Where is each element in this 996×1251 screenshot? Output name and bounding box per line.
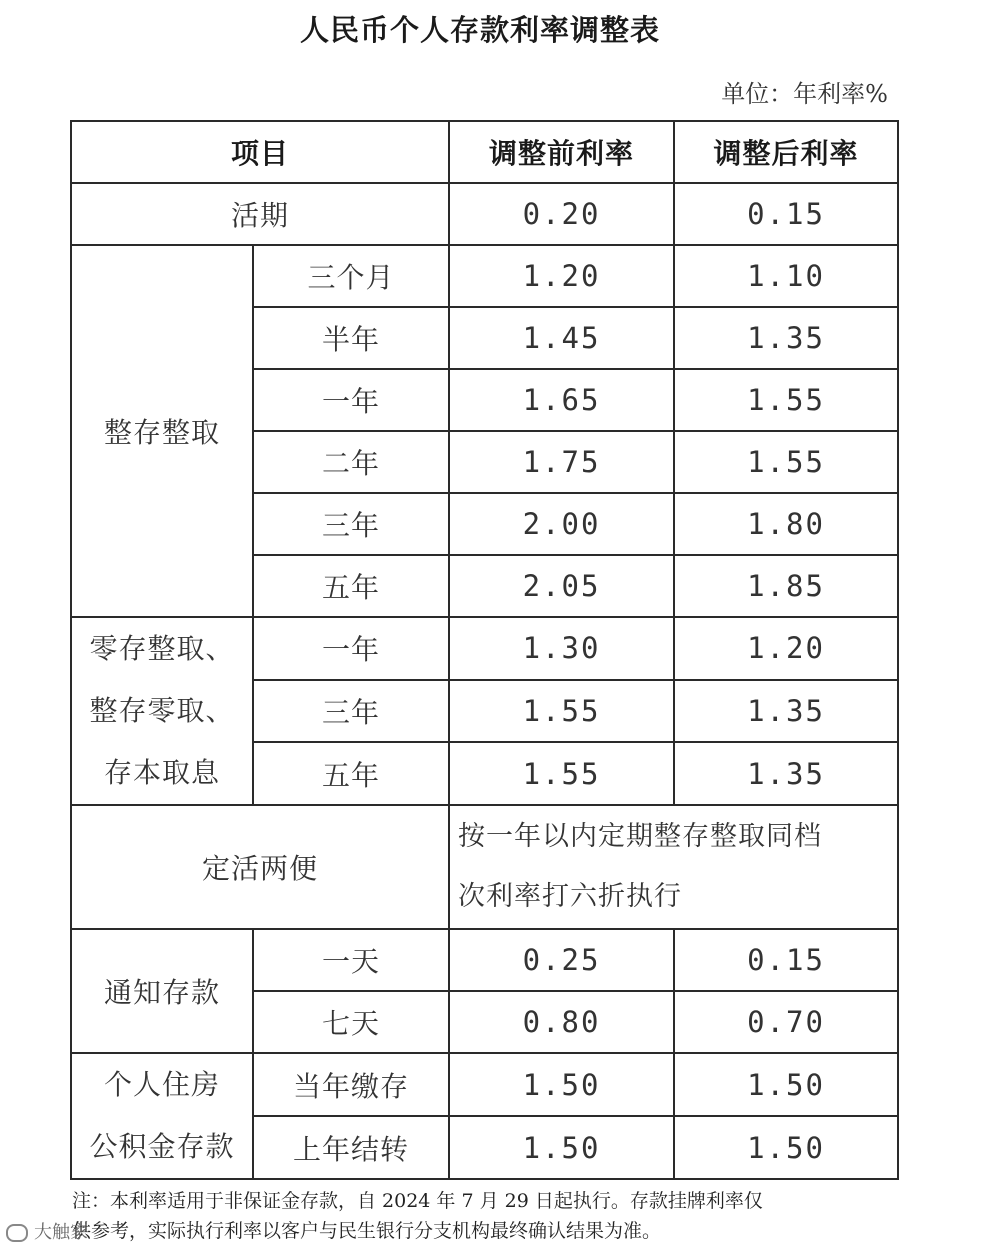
rate-after: 1.50 [674, 1053, 898, 1116]
header-before: 调整前利率 [449, 121, 674, 183]
rate-after: 1.20 [674, 617, 898, 680]
table-row [71, 617, 898, 680]
rate-before: 1.30 [449, 617, 674, 680]
rate-before: 0.25 [449, 929, 674, 991]
page-title: 人民币个人存款利率调整表 [299, 13, 660, 47]
term-cell: 二年 [253, 431, 449, 493]
term-cell: 半年 [253, 307, 449, 369]
category-line: 公积金存款 [89, 1130, 235, 1163]
rate-after: 0.15 [674, 929, 898, 991]
term-cell: 一天 [253, 929, 449, 991]
term-cell: 三个月 [253, 245, 449, 307]
row-label-demand: 活期 [71, 183, 449, 245]
rate-before: 0.80 [449, 991, 674, 1053]
footnote [72, 1186, 902, 1246]
note-line: 次利率打六折执行 [458, 881, 683, 912]
term-cell: 五年 [253, 742, 449, 805]
rate-before: 2.00 [449, 493, 674, 555]
rate-after: 1.85 [674, 555, 898, 617]
rate-after: 1.55 [674, 431, 898, 493]
table-row [71, 1053, 898, 1116]
header-after: 调整后利率 [674, 121, 898, 183]
rate-before: 1.65 [449, 369, 674, 431]
table-row [71, 805, 898, 929]
term-cell: 一年 [253, 617, 449, 680]
rate-after: 1.35 [674, 680, 898, 743]
rate-before: 1.20 [449, 245, 674, 307]
rate-after: 1.10 [674, 245, 898, 307]
header-item: 项目 [71, 121, 449, 183]
table-row [71, 183, 898, 245]
table-row [71, 245, 898, 307]
term-cell: 三年 [253, 680, 449, 743]
term-cell: 七天 [253, 991, 449, 1053]
category-line: 零存整取、 [89, 632, 235, 665]
rate-after: 0.15 [674, 183, 898, 245]
rate-before: 1.50 [449, 1116, 674, 1179]
category-lump-sum: 整存整取 [71, 245, 253, 617]
rate-after: 1.50 [674, 1116, 898, 1179]
header-row [71, 121, 898, 183]
rate-after: 1.80 [674, 493, 898, 555]
rate-after: 0.70 [674, 991, 898, 1053]
category-housing-fund [71, 1053, 253, 1179]
category-installment [71, 617, 253, 805]
rate-after: 1.55 [674, 369, 898, 431]
term-cell: 一年 [253, 369, 449, 431]
category-notice: 通知存款 [71, 929, 253, 1053]
watermark [6, 1218, 88, 1244]
row-label-flexible: 定活两便 [71, 805, 449, 929]
category-line: 存本取息 [103, 756, 220, 789]
rate-before: 1.50 [449, 1053, 674, 1116]
rate-before: 1.75 [449, 431, 674, 493]
rate-before: 1.45 [449, 307, 674, 369]
unit-label: 单位：年利率% [721, 80, 888, 108]
footnote-line: 供参考，实际执行利率以客户与民生银行分支机构最终确认结果为准。 [72, 1220, 662, 1242]
rate-table [70, 120, 899, 1180]
rate-after: 1.35 [674, 742, 898, 805]
footnote-line: 注：本利率适用于非保证金存款，自 2024 年 7 月 29 日起执行。存款挂牌利率仅 [72, 1190, 763, 1212]
rate-before: 1.55 [449, 742, 674, 805]
table-row [71, 929, 898, 991]
rate-before: 0.20 [449, 183, 674, 245]
term-cell: 当年缴存 [253, 1053, 449, 1116]
rate-before: 1.55 [449, 680, 674, 743]
flexible-note [449, 805, 898, 929]
term-cell: 三年 [253, 493, 449, 555]
category-line: 整存零取、 [89, 694, 235, 727]
watermark-logo-icon [6, 1224, 28, 1242]
rate-before: 2.05 [449, 555, 674, 617]
watermark-text: 大触家 [34, 1222, 88, 1243]
note-line: 按一年以内定期整存整取同档 [458, 821, 823, 852]
category-line: 个人住房 [103, 1068, 220, 1101]
rate-after: 1.35 [674, 307, 898, 369]
term-cell: 上年结转 [253, 1116, 449, 1179]
term-cell: 五年 [253, 555, 449, 617]
